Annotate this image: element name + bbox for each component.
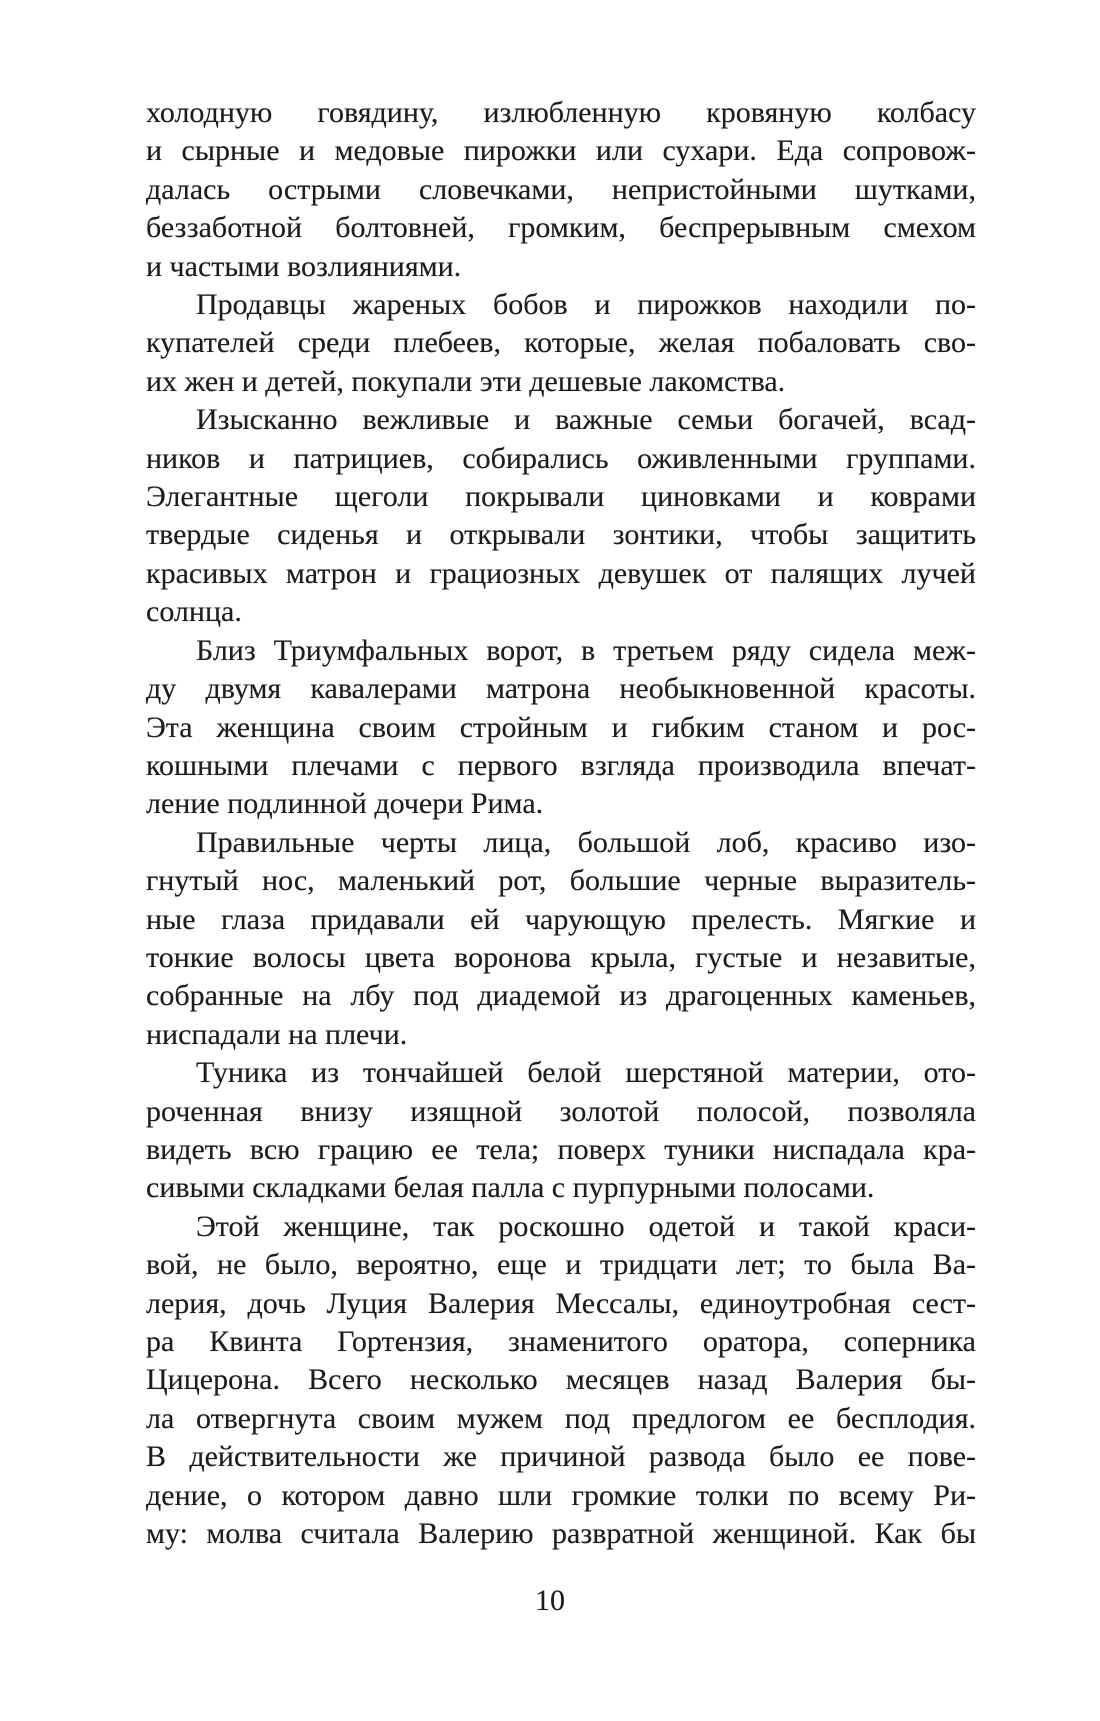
text-line: В действительности же причиной развода было ее пове- (146, 1440, 976, 1474)
text-line: далась острыми словечками, непристойными шутками, (146, 172, 976, 206)
text-line: холодную говядину, излюбленную кровяную колбасу (146, 96, 976, 129)
text-line: Продавцы жареных бобов и пирожков находили по- (196, 288, 976, 322)
text-line: Элегантные щеголи покрывали циновками и коврами (146, 480, 976, 514)
text-line: видеть всю грацию ее тела; поверх туники ниспадала кра- (146, 1132, 976, 1166)
text-line: лерия, дочь Луция Валерия Мессалы, единоутробная сест- (146, 1286, 976, 1320)
text-line: ные глаза придавали ей чарующую прелесть. Мягкие и (146, 902, 976, 936)
text-line: ла отвергнута своим мужем под предлогом ее бесплодия. (146, 1401, 976, 1435)
text-line: вой, не было, вероятно, еще и тридцати лет; то была Ва- (146, 1248, 976, 1282)
text-line: Туника из тончайшей белой шерстяной материи, ото- (196, 1056, 976, 1090)
text-line: Этой женщине, так роскошно одетой и такой краси- (196, 1209, 976, 1243)
text-line: ра Квинта Гортензия, знаменитого оратора, соперника (146, 1325, 976, 1358)
text-line: твердые сиденья и открывали зонтики, чтобы защитить (146, 518, 976, 552)
text-line: кошными плечами с первого взгляда производила впечат- (146, 748, 976, 782)
text-block (146, 94, 976, 1553)
text-line: Изысканно вежливые и важные семьи богачей, всад- (196, 403, 976, 437)
text-line: тонкие волосы цвета воронова крыла, густые и незавитые, (146, 940, 976, 974)
text-line: сивыми складками белая палла с пурпурными полосами. (146, 1171, 875, 1205)
text-line: ниспадали на плечи. (146, 1017, 408, 1051)
text-line: ников и патрициев, собирались оживленными группами. (146, 441, 976, 475)
page-number: 10 (535, 1584, 565, 1617)
text-line: их жен и детей, покупали эти дешевые лакомства. (146, 364, 786, 398)
text-line: дение, о котором давно шли громкие толки по всему Ри- (146, 1478, 976, 1512)
text-line: гнутый нос, маленький рот, большие черные выразитель- (146, 864, 976, 898)
text-line: Цицерона. Всего несколько месяцев назад Валерия бы- (146, 1363, 976, 1397)
text-line: ду двумя кавалерами матрона необыкновенной красоты. (146, 672, 976, 706)
text-line: Близ Триумфальных ворот, в третьем ряду сидела меж- (196, 633, 976, 667)
text-line: ление подлинной дочери Рима. (146, 787, 544, 821)
text-line: беззаботной болтовней, громким, беспрерывным смехом (146, 211, 976, 245)
text-line: му: молва считала Валерию развратной женщиной. Как бы (146, 1517, 976, 1551)
text-line: роченная внизу изящной золотой полосой, позволяла (146, 1094, 976, 1128)
text-line: и частыми возлияниями. (146, 249, 462, 283)
text-line: солнца. (146, 595, 242, 629)
text-line: красивых матрон и грациозных девушек от палящих лучей (146, 556, 976, 590)
text-line: и сырные и медовые пирожки или сухари. Еда сопровож- (146, 134, 976, 168)
text-line: Эта женщина своим стройным и гибким станом и рос- (146, 710, 976, 744)
text-line: Правильные черты лица, большой лоб, красиво изо- (196, 825, 976, 859)
text-line: купателей среди плебеев, которые, желая побаловать сво- (146, 326, 976, 360)
text-line: собранные на лбу под диадемой из драгоценных каменьев, (146, 979, 976, 1013)
